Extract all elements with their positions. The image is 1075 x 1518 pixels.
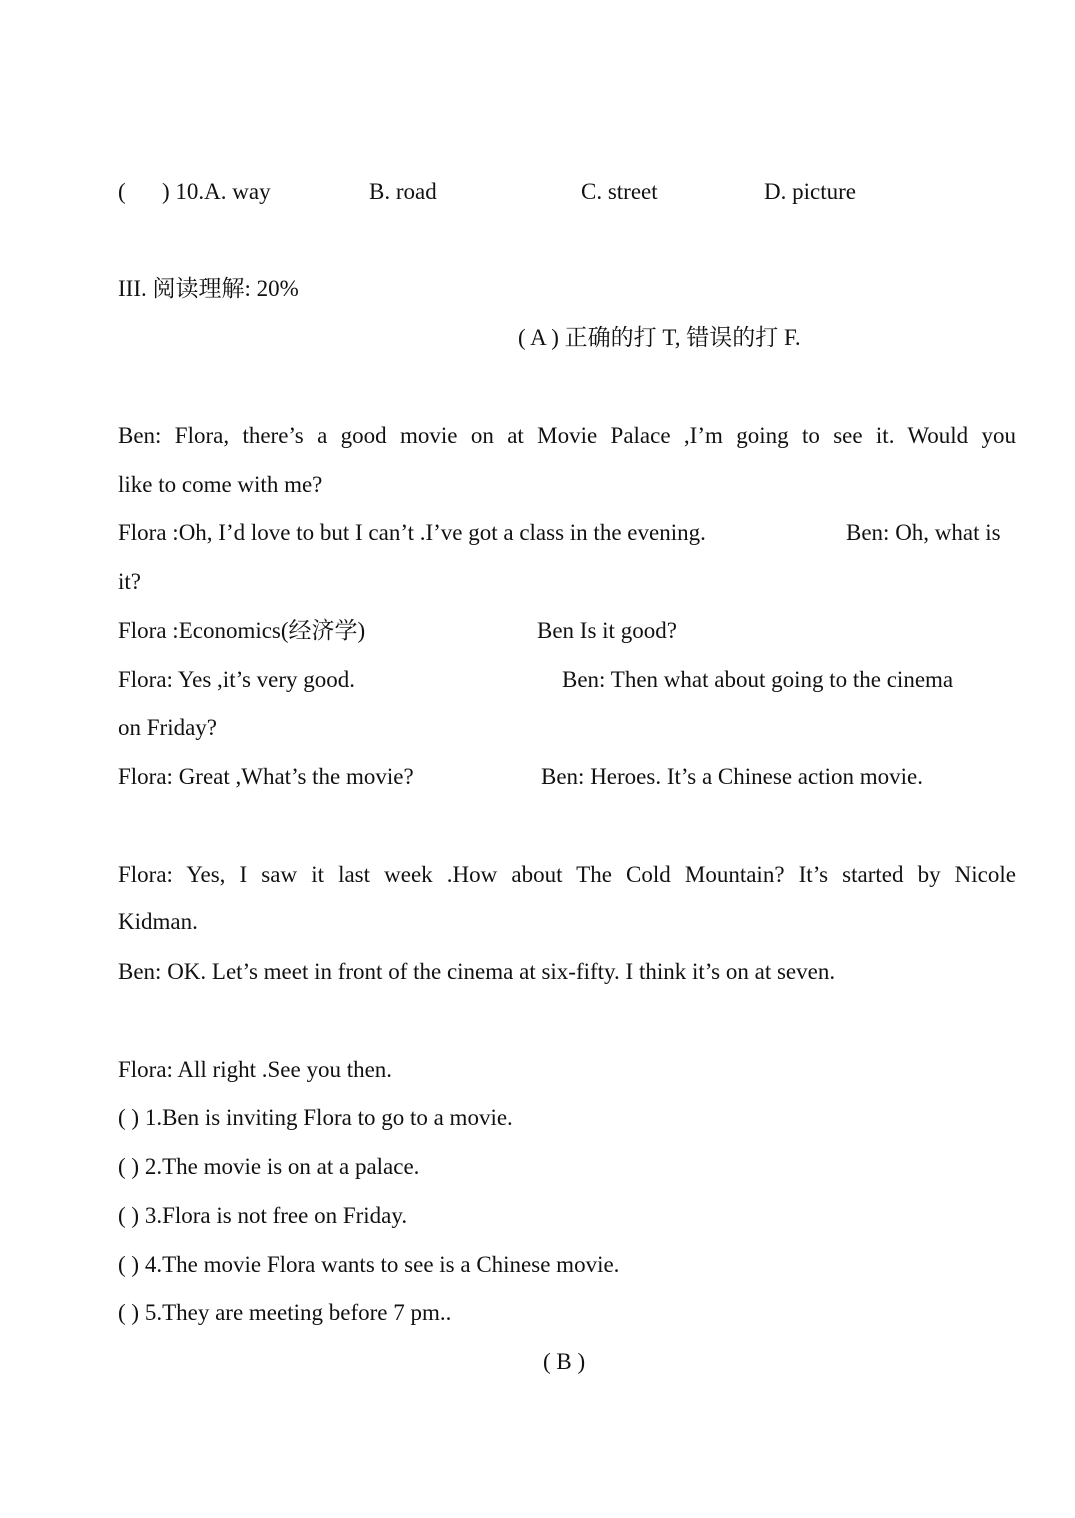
dialogue-line: Ben Is it good? (537, 618, 677, 643)
section-heading: III. 阅读理解: 20% (118, 276, 299, 301)
dialogue-line: Kidman. (118, 909, 198, 934)
dialogue-line: Flora: Great ,What’s the movie? (118, 764, 414, 789)
q10-option-d: D. picture (764, 179, 856, 204)
q10-option-a: ) 10.A. way (162, 179, 271, 204)
q10-option-c: C. street (581, 179, 658, 204)
dialogue-line: it? (118, 569, 141, 594)
part-b-title: ( B ) (543, 1349, 586, 1374)
dialogue-line: Flora: All right .See you then. (118, 1057, 393, 1082)
dialogue-line: Ben: Flora, there’s a good movie on at Movie Palace ,I’m going to see it. Would you (118, 423, 1016, 448)
dialogue-line: Flora :Oh, I’d love to but I can’t .I’ve got a class in the evening. (118, 520, 706, 545)
q10-paren: ( (118, 179, 126, 204)
dialogue-line: Ben: OK. Let’s meet in front of the cinema at six-fifty. I think it’s on at seven. (118, 959, 836, 984)
dialogue-line: Flora: Yes ,it’s very good. (118, 667, 356, 692)
dialogue-line: Ben: Then what about going to the cinema (562, 667, 954, 692)
part-a-title: ( A ) 正确的打 T, 错误的打 F. (518, 325, 801, 350)
dialogue-line: Flora: Yes, I saw it last week .How about The Cold Mountain? It’s started by Nicole (118, 862, 1016, 887)
tf-question-5: ( ) 5.They are meeting before 7 pm.. (118, 1300, 452, 1325)
dialogue-line: like to come with me? (118, 472, 323, 497)
q10-option-b: B. road (369, 179, 437, 204)
tf-question-2: ( ) 2.The movie is on at a palace. (118, 1154, 420, 1179)
dialogue-line: on Friday? (118, 715, 218, 740)
tf-question-4: ( ) 4.The movie Flora wants to see is a Chinese movie. (118, 1252, 620, 1277)
tf-question-1: ( ) 1.Ben is inviting Flora to go to a movie. (118, 1105, 513, 1130)
dialogue-line: Ben: Oh, what is (846, 520, 1001, 545)
dialogue-line: Ben: Heroes. It’s a Chinese action movie. (541, 764, 923, 789)
dialogue-line: Flora :Economics(经济学) (118, 618, 366, 643)
tf-question-3: ( ) 3.Flora is not free on Friday. (118, 1203, 408, 1228)
